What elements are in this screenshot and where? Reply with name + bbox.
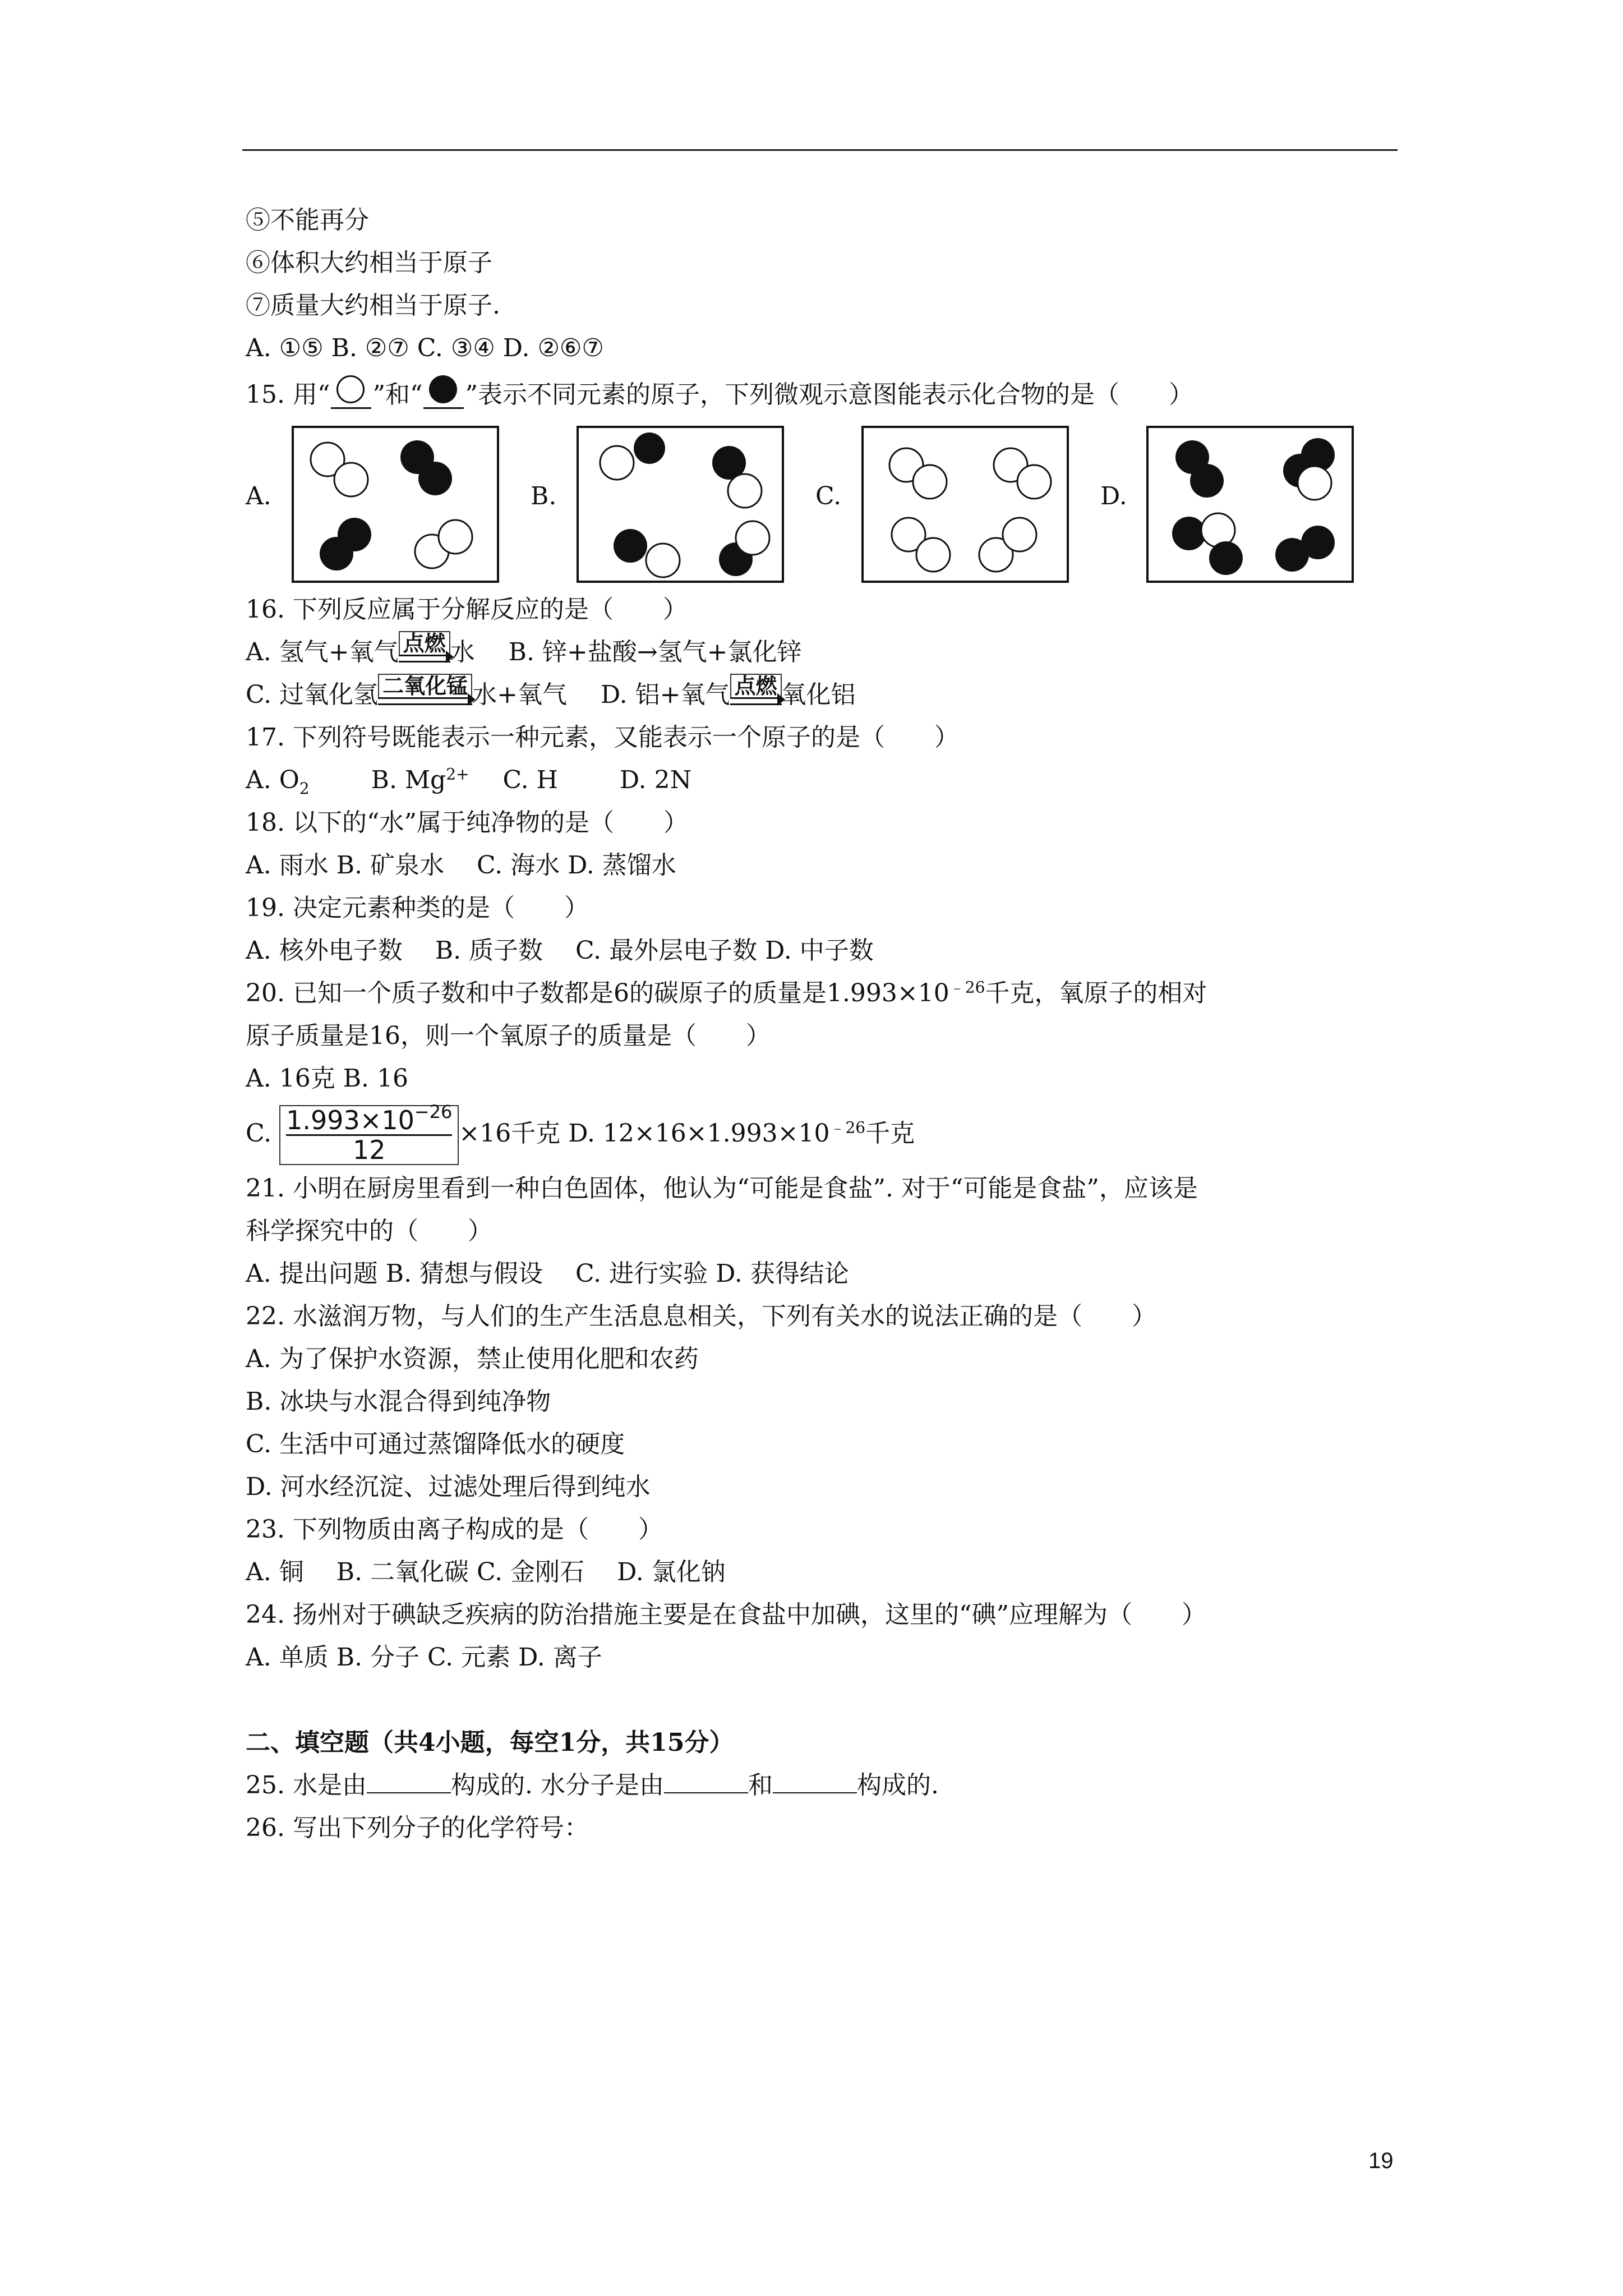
q16-d-pre: D. 铝+氧气 [600,680,730,709]
q22-stem: 22. 水滋润万物，与人们的生产生活息息相关，下列有关水的说法正确的是（ ） [246,1302,1156,1331]
q21-options: A. 提出问题 B. 猜想与假设 C. 进行实验 D. 获得结论 [246,1259,849,1288]
diagram-d [1146,426,1354,583]
page-content [246,199,1401,1849]
diagram-a [292,426,499,583]
q23-stem: 23. 下列物质由离子构成的是（ ） [246,1515,663,1544]
answer-blank-3[interactable] [773,1770,857,1793]
q17-stem: 17. 下列符号既能表示一种元素，又能表示一个原子的是（ ） [246,723,959,752]
white-atom-icon [336,375,365,403]
q25-p3: 和 [748,1771,773,1800]
q17-a: A. O [246,766,299,794]
q24-stem: 24. 扬州对于碘缺乏疾病的防治措施主要是在食盐中加碘，这里的“碘”应理解为（ ） [246,1600,1206,1629]
q25 [246,1764,1401,1807]
q23-options: A. 铜 B. 二氧化碳 C. 金刚石 D. 氯化钠 [246,1558,726,1586]
q20-c-post: ×16千克 D. 12×16×1.993×10 [459,1119,830,1148]
q17-d: D. 2N [619,766,692,794]
q17-a-sub: 2 [299,779,310,798]
q16-stem: 16. 下列反应属于分解反应的是（ ） [246,595,688,624]
fraction-numerator [286,1101,453,1136]
q18-stem: 18. 以下的“水”属于纯净物的是（ ） [246,808,688,837]
q20-stem1-pre: 20. 已知一个质子数和中子数都是6的碳原子的质量是1.993×10 [246,979,949,1007]
diagram-b [577,426,784,583]
q25-p1: 25. 水是由 [246,1771,367,1800]
diagram-a-molecules [294,428,497,581]
section-2-heading: 二、填空题（共4小题，每空1分，共15分） [246,1728,734,1757]
q20-cd [246,1100,1401,1167]
q20-stem-1 [246,972,1401,1015]
fraction-num-text: 1.993×10 [286,1105,414,1135]
q25-p4: 构成的. [856,1771,939,1800]
q16-c-pre: C. 过氧化氢 [246,680,379,709]
q22-b: B. 冰块与水混合得到纯净物 [246,1387,551,1416]
condition-arrow-c [378,674,472,705]
item-6: ⑥体积大约相当于原子 [246,249,492,277]
q20-ab: A. 16克 B. 16 [246,1064,409,1093]
q16-c-post: 水+氧气 [472,680,567,709]
fraction [279,1101,459,1165]
q16-c-cond: 二氧化锰 [378,674,472,697]
q20-stem1-post: 千克，氧原子的相对 [985,979,1207,1007]
q16-d-post: 氧化铝 [781,680,856,709]
q20-d-post: 千克 [865,1119,915,1148]
answer-blank-2[interactable] [664,1770,748,1793]
q17-b-sup: 2+ [446,765,469,784]
q19-stem: 19. 决定元素种类的是（ ） [246,894,589,922]
q15-label-b: B. [531,482,557,510]
fraction-denominator: 12 [352,1135,386,1165]
q16-ab [246,631,1401,674]
q24-options: A. 单质 B. 分子 C. 元素 D. 离子 [246,1643,602,1672]
q16-cd [246,674,1401,716]
q17-c: C. H [502,766,558,794]
diagram-d-molecules [1149,428,1352,581]
q15-label-c: C. [815,482,842,510]
q16-b: B. 锌+盐酸→氢气+氯化锌 [508,638,802,666]
q15-label-a: A. [246,482,271,510]
q18-options: A. 雨水 B. 矿泉水 C. 海水 D. 蒸馏水 [246,851,676,880]
q16-a-pre: A. 氢气+氧气 [246,638,399,666]
q15-stem [246,370,1401,420]
diagram-c [861,426,1069,583]
diagram-b-molecules [579,428,782,581]
q21-line-2: 科学探究中的（ ） [246,1217,492,1245]
item-7: ⑦质量大约相当于原子. [246,291,500,320]
q15-diagrams [246,420,1401,588]
black-atom-icon [429,375,457,403]
white-atom-legend [330,380,372,413]
item-5: ⑤不能再分 [246,206,369,234]
q16-a-post: 水 [450,638,475,666]
q25-p2: 构成的. 水分子是由 [450,1771,664,1800]
q20-d-sup: ﹣26 [829,1118,866,1137]
q20-stem-2: 原子质量是16，则一个氧原子的质量是（ ） [246,1022,771,1050]
condition-arrow-d [730,674,782,705]
q15-pre: 15. 用“ [246,380,330,409]
black-atom-legend [422,380,465,413]
header-rule [242,149,1398,151]
q19-options: A. 核外电子数 B. 质子数 C. 最外层电子数 D. 中子数 [246,936,874,965]
q26: 26. 写出下列分子的化学符号： [246,1814,589,1842]
q22-a: A. 为了保护水资源，禁止使用化肥和农药 [246,1345,699,1373]
fraction-num-sup: −26 [414,1101,453,1122]
q15-post: ”表示不同元素的原子，下列微观示意图能表示化合物的是（ ） [465,380,1193,409]
q16-a-cond: 点燃 [399,631,450,655]
page-number: 19 [1368,2148,1394,2173]
q17-options [246,759,1401,802]
answer-blank-1[interactable] [367,1770,451,1793]
q16-d-cond: 点燃 [730,674,782,697]
q15-label-d: D. [1100,482,1127,510]
q21-line-1: 21. 小明在厨房里看到一种白色固体，他认为“可能是食盐”. 对于“可能是食盐”，应该是 [246,1174,1198,1203]
q20-c-label: C. [246,1119,272,1148]
q15-mid: ”和“ [372,380,423,409]
q14-options: A. ①⑤ B. ②⑦ C. ③④ D. ②⑥⑦ [246,334,604,362]
condition-arrow-a [399,631,450,662]
diagram-c-molecules [864,428,1067,581]
q22-c: C. 生活中可通过蒸馏降低水的硬度 [246,1430,625,1458]
q22-d: D. 河水经沉淀、过滤处理后得到纯水 [246,1473,651,1501]
q20-stem1-sup: ﹣26 [949,978,985,997]
q17-b: B. Mg [371,766,446,794]
